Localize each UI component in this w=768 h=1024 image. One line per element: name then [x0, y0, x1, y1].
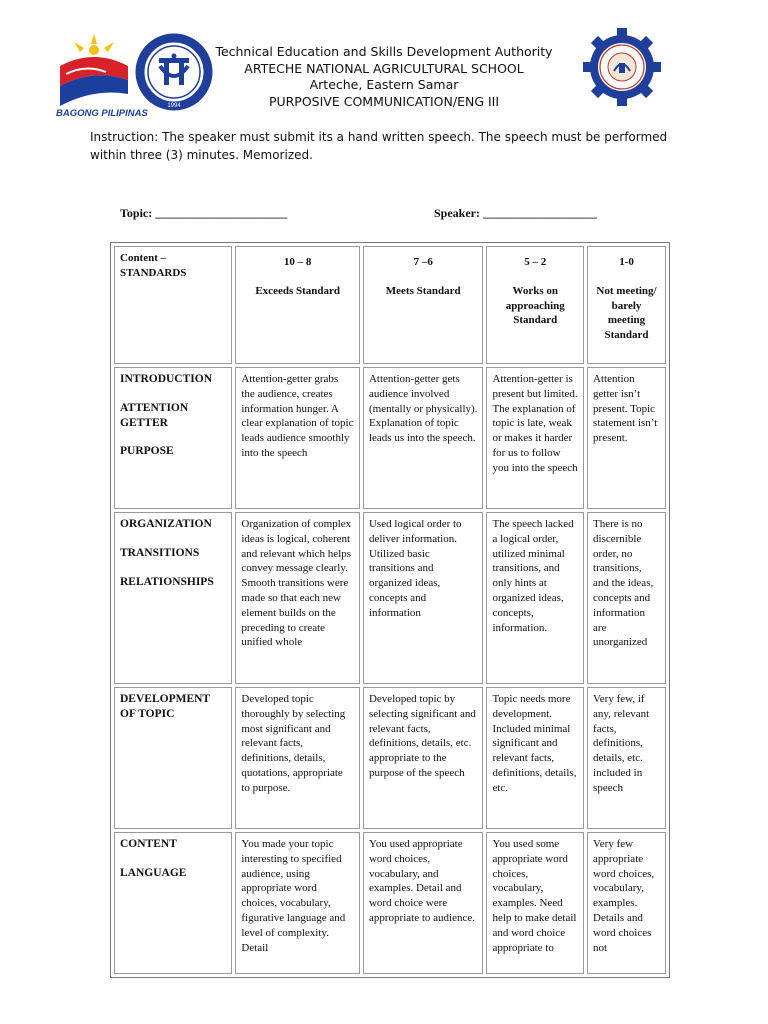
bagong-pilipinas-text: BAGONG PILIPINAS: [56, 108, 148, 119]
table-row: [114, 687, 666, 829]
criterion-label: ATTENTION GETTER: [120, 401, 189, 429]
header-cell-not-meeting: [587, 246, 666, 364]
instruction-text: Instruction: The speaker must submit its a hand written speech. The speech must be performed within three (3) minutes. Memorized.: [90, 130, 668, 162]
header-cell-meets: [363, 246, 483, 364]
rubric-cell: Attention-getter grabs the audience, creates information hunger. A clear explanation of topic leads audience smoothly into the speech: [235, 367, 360, 509]
rubric-table: [110, 242, 670, 978]
criterion-cell: [114, 367, 232, 509]
header-content-label: Content –: [120, 252, 167, 264]
rubric-cell: Attention-getter gets audience involved (mentally or physically). Explanation of topic leads us into the speech.: [363, 367, 483, 509]
rubric-fields: [110, 200, 670, 226]
rubric-cell: Attention-getter is present but limited. The explanation of topic is late, weak or makes it harder for us to follow you into the speech: [486, 367, 584, 509]
rubric-cell: The speech lacked a logical order, utilized minimal transitions, and only hints at organized ideas, concepts, information.: [486, 512, 584, 684]
level-label: Meets Standard: [385, 284, 461, 297]
score-range: 7 –6: [413, 256, 433, 268]
rubric-cell: Topic needs more development. Included minimal significant and relevant facts, definitions, details, etc.: [486, 687, 584, 829]
score-range: 5 – 2: [524, 256, 547, 268]
criterion-cell: [114, 512, 232, 684]
rubric-cell: Developed topic thoroughly by selecting most significant and relevant facts, definitions, details, quotations, appropriate to purpose.: [235, 687, 360, 829]
score-range: 10 – 8: [283, 256, 312, 268]
rubric-cell: You used appropriate word choices, vocabulary, and examples. Detail and word choice were appropriate to audience.: [363, 832, 483, 974]
criterion-label: LANGUAGE: [120, 866, 187, 879]
criterion-label: PURPOSE: [120, 445, 174, 458]
header-cell-standards: [114, 246, 232, 364]
level-label: Works on approaching Standard: [505, 284, 565, 327]
seal-year: 1994: [167, 103, 181, 109]
criterion-cell: [114, 832, 232, 974]
level-label: Exceeds Standard: [255, 284, 340, 297]
rubric-cell: Attention getter isn’t present. Topic statement isn’t present.: [587, 367, 666, 509]
header-location: Arteche, Eastern Samar: [309, 77, 459, 92]
header-agency: Technical Education and Skills Development Authority: [215, 44, 553, 59]
rubric-cell: You made your topic interesting to specified audience, using appropriate word choices, vocabulary, figurative language and level of complexity. Detail: [235, 832, 360, 974]
rubric-cell: There is no discernible order, no transitions, and the ideas, concepts and information are unorganized: [587, 512, 666, 684]
criterion-label: RELATIONSHIPS: [120, 575, 214, 588]
header-course: PURPOSIVE COMMUNICATION/ENG III: [268, 93, 500, 109]
table-row: [114, 512, 666, 684]
score-range: 1-0: [619, 256, 634, 268]
document-header: [0, 44, 768, 110]
level-label: Not meeting/ barely meeting Standard: [596, 284, 657, 342]
criterion-label: TRANSITIONS: [120, 546, 200, 559]
criterion-label: INTRODUCTION: [120, 373, 213, 385]
table-row: [114, 832, 666, 974]
header-school: ARTECHE NATIONAL AGRICULTURAL SCHOOL: [244, 60, 524, 76]
header-cell-exceeds: [235, 246, 360, 364]
table-header-row: [114, 246, 666, 364]
rubric-cell: Used logical order to deliver information. Utilized basic transitions and organized ideas, concepts and information: [363, 512, 483, 684]
rubric-cell: Very few, if any, relevant facts, definitions, details, etc. included in speech: [587, 687, 666, 829]
rubric-cell: Organization of complex ideas is logical, coherent and relevant which helps convey message clearly. Smooth transitions were made so that each new element builds on the preceding to create unified whole: [235, 512, 360, 684]
speech-rubric: [110, 200, 670, 978]
rubric-cell: You used some appropriate word choices, vocabulary, examples. Need help to make detail and word choice appropriate to: [486, 832, 584, 974]
header-cell-approaching: [486, 246, 584, 364]
criterion-label: ORGANIZATION: [120, 518, 212, 530]
header-standards-label: STANDARDS: [120, 266, 187, 279]
criterion-cell: DEVELOPMENT OF TOPIC: [114, 687, 232, 829]
rubric-cell: Very few appropriate word choices, vocabulary, examples. Details and word choices not: [587, 832, 666, 974]
table-row: [114, 367, 666, 509]
criterion-label: CONTENT: [120, 838, 177, 850]
topic-field: Topic: ______________________: [120, 205, 288, 220]
speaker-field: Speaker: ___________________: [434, 205, 597, 220]
rubric-cell: Developed topic by selecting significant and relevant facts, definitions, details, etc. appropriate to the purpose of the speech: [363, 687, 483, 829]
